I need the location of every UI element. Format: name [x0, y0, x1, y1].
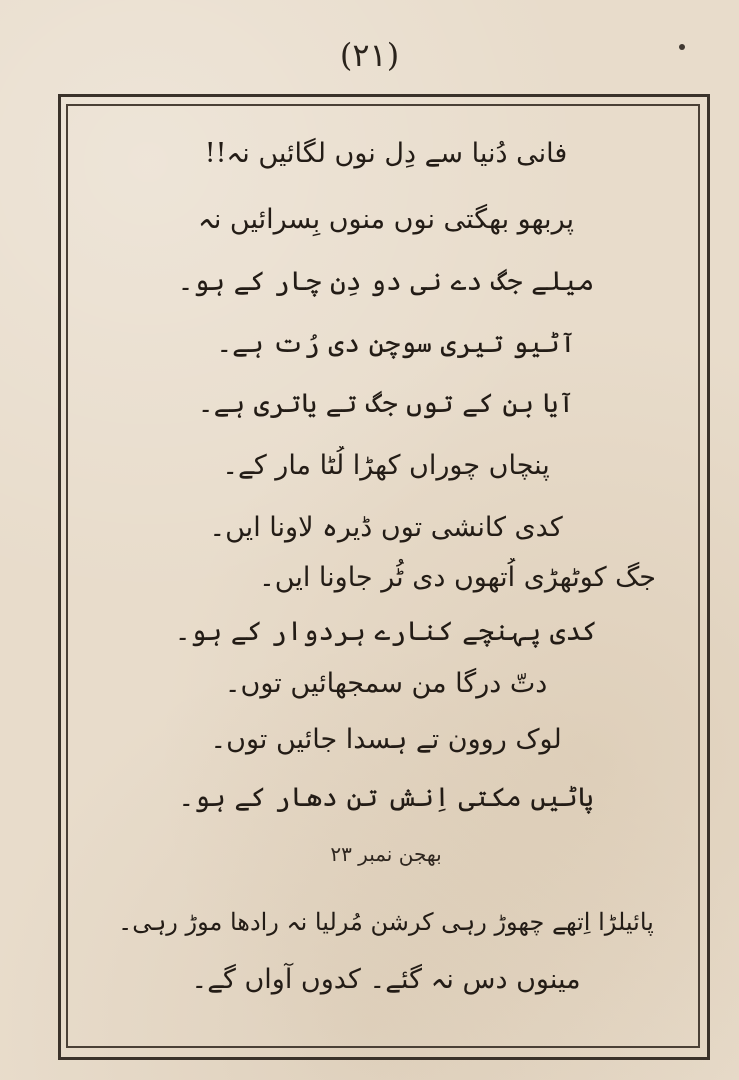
poem-body — [96, 128, 676, 1028]
verse-line: لوک روون تے ہسدا جائیں توں۔ — [210, 724, 562, 755]
page-number: (۲۱) — [339, 36, 400, 74]
verse-line: میلے جگ دے نی دو دِن چار کے ہو۔ — [177, 266, 595, 297]
verse-line: فانی دُنیا سے دِل نوں لگائیں نہ!! — [204, 138, 568, 169]
verse-line: آٹیو تیری سوچن دی رُت ہے۔ — [216, 328, 576, 359]
verse-line: جگ کوٹھڑی اُتھوں دی ٹُر جاونا ایں۔ — [258, 562, 656, 593]
closing-verse-line: مینوں دس نہ گئے۔ کدوں آواں گے۔ — [191, 964, 581, 995]
verse-line: پاٹیں مکتی اِنش تن دھار کے ہو۔ — [178, 782, 594, 813]
verse-line: کدی پہنچے کنارے ہردوار کے ہو۔ — [174, 616, 598, 647]
verse-line: پربھو بھگتی نوں منوں بِسرائیں نہ — [198, 204, 574, 235]
bhajan-heading: بھجن نمبر ۲۳ — [330, 842, 442, 866]
verse-line: دتّ درگا من سمجھائیں توں۔ — [224, 668, 548, 699]
verse-line: کدی کانشی توں ڈیرہ لاونا ایں۔ — [209, 512, 563, 543]
verse-line: پنچاں چوراں کھڑا لُٹا مار کے۔ — [222, 450, 550, 481]
ink-speck — [679, 44, 685, 50]
closing-verse-line: پائیلڑا اِتھے چھوڑ رہی کرشن مُرلیا نہ رادھا موڑ رہی۔ — [118, 908, 654, 936]
verse-line: آیا بن کے توں جگ تے یاتری ہے۔ — [197, 388, 575, 419]
